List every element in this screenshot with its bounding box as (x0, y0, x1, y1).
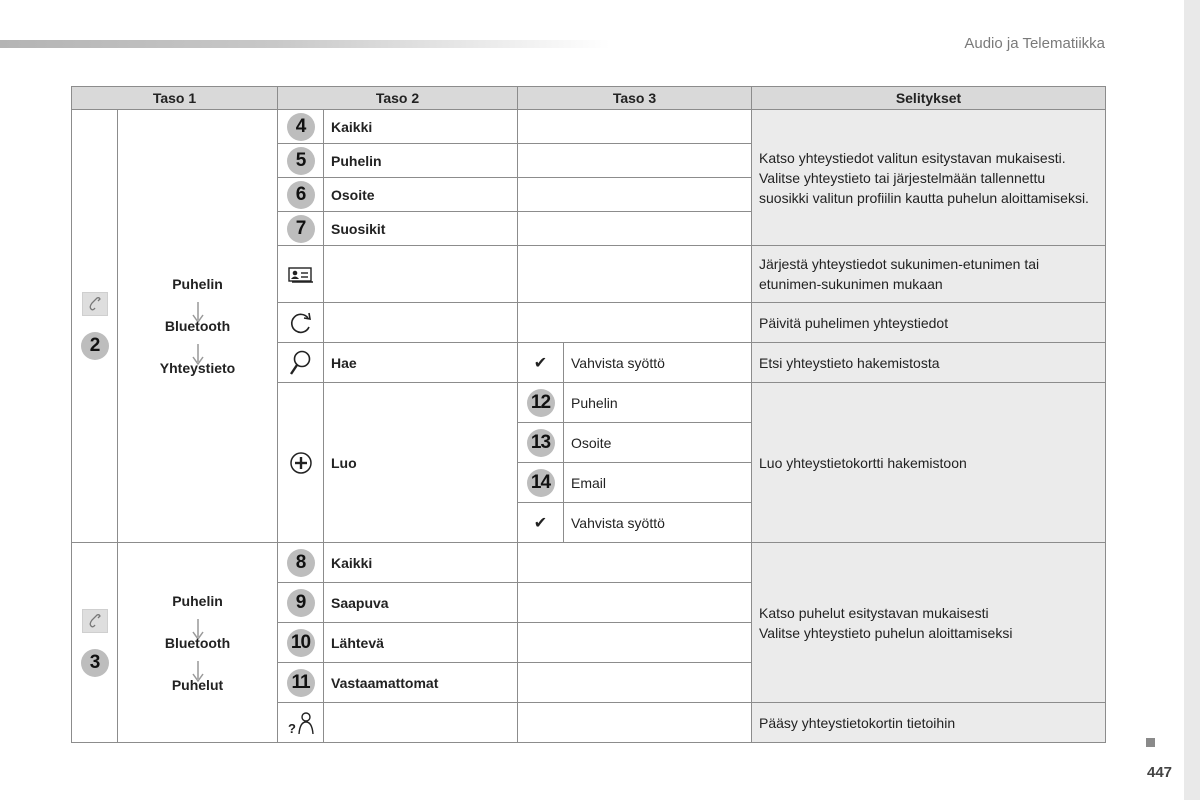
page-marker (1146, 738, 1155, 747)
plus-circle-icon (289, 451, 313, 475)
level2-puhelin: Puhelin (324, 144, 518, 178)
sort-description: Järjestä yhteystiedot sukunimen-etunimen tai etunimen-sukunimen mukaan (752, 246, 1106, 303)
level2-vastaamattomat: Vastaamattomat (324, 663, 518, 703)
search-description: Etsi yhteystieto hakemistosta (752, 343, 1106, 383)
create-description: Luo yhteystietokortti hakemistoon (752, 383, 1106, 543)
path-bluetooth: Bluetooth (164, 634, 231, 651)
empty-level2 (324, 703, 518, 743)
num-cell (518, 503, 564, 543)
refresh-description: Päivitä puhelimen yhteystiedot (752, 303, 1106, 343)
num-cell (278, 246, 324, 303)
phone-handset-icon (82, 292, 108, 316)
badge-9: 9 (287, 589, 315, 617)
header-taso-1: Taso 1 (72, 87, 278, 110)
contact-info-icon (287, 710, 315, 736)
page-number: 447 (1147, 764, 1173, 781)
num-cell (518, 343, 564, 383)
level3-email: Email (564, 463, 752, 503)
empty-level3 (518, 543, 752, 583)
level2-suosikit: Suosikit (324, 212, 518, 246)
empty-level3 (518, 246, 752, 303)
num-cell (278, 703, 324, 743)
group1-description: Katso yhteystiedot valitun esitystavan mukaisesti. Valitse yhteystieto tai järjestelmään tallennettu suosikki valitun profiilin kautta puhelun aloittamiseksi. (752, 110, 1106, 246)
svg-text:?: ? (287, 720, 296, 736)
level2-saapuva: Saapuva (324, 583, 518, 623)
path-bluetooth: Bluetooth (164, 318, 231, 334)
path-yhteystieto: Yhteystieto (159, 360, 236, 376)
num-cell (278, 623, 324, 663)
checkmark-icon: ✔ (533, 514, 548, 532)
header-gradient-bar (0, 40, 610, 48)
empty-level3 (518, 583, 752, 623)
group2-path (118, 543, 278, 743)
header-taso-3: Taso 3 (518, 87, 752, 110)
group1-path (118, 110, 278, 543)
num-cell (278, 583, 324, 623)
page-edge-strip (1184, 0, 1200, 800)
level2-kaikki: Kaikki (324, 543, 518, 583)
badge-13: 13 (527, 429, 555, 457)
badge-14: 14 (527, 469, 555, 497)
empty-level3 (518, 623, 752, 663)
num-cell (278, 212, 324, 246)
contact-card-icon (288, 267, 314, 283)
badge-7: 7 (287, 215, 315, 243)
empty-level3 (518, 703, 752, 743)
path-puhelut: Puhelut (171, 676, 224, 693)
num-cell (278, 110, 324, 144)
level2-lahteva: Lähtevä (324, 623, 518, 663)
num-cell (518, 383, 564, 423)
level3-osoite: Osoite (564, 423, 752, 463)
num-cell (278, 663, 324, 703)
empty-level2 (324, 246, 518, 303)
badge-11: 11 (287, 669, 315, 697)
empty-level3 (518, 110, 752, 144)
empty-level3 (518, 144, 752, 178)
badge-8: 8 (287, 549, 315, 577)
empty-level3 (518, 663, 752, 703)
table-header-row (72, 87, 1106, 110)
empty-level3 (518, 178, 752, 212)
badge-2: 2 (81, 332, 109, 360)
access-description: Pääsy yhteystietokortin tietoihin (752, 703, 1106, 743)
level3-puhelin: Puhelin (564, 383, 752, 423)
group2-description: Katso puhelut esitystavan mukaisesti Valitse yhteystieto puhelun aloittamiseksi (752, 543, 1106, 703)
num-cell (278, 343, 324, 383)
badge-5: 5 (287, 147, 315, 175)
refresh-icon (288, 310, 314, 336)
checkmark-icon: ✔ (533, 354, 548, 372)
group1-level1-icons (72, 110, 118, 543)
table-row (72, 110, 1106, 144)
num-cell (278, 383, 324, 543)
phone-handset-icon (82, 609, 108, 633)
header-selitykset: Selitykset (752, 87, 1106, 110)
table-row (72, 543, 1106, 583)
path-puhelin: Puhelin (172, 592, 223, 609)
level3-vahvista: Vahvista syöttö (564, 343, 752, 383)
badge-4: 4 (287, 113, 315, 141)
num-cell (278, 543, 324, 583)
section-title: Audio ja Telematiikka (964, 35, 1105, 52)
menu-table (71, 86, 1106, 743)
path-puhelin: Puhelin (172, 276, 223, 292)
badge-6: 6 (287, 181, 315, 209)
level2-osoite: Osoite (324, 178, 518, 212)
empty-level2 (324, 303, 518, 343)
num-cell (518, 423, 564, 463)
num-cell (278, 178, 324, 212)
empty-level3 (518, 303, 752, 343)
empty-level3 (518, 212, 752, 246)
level2-luo: Luo (324, 383, 518, 543)
level3-vahvista: Vahvista syöttö (564, 503, 752, 543)
level2-kaikki: Kaikki (324, 110, 518, 144)
header-taso-2: Taso 2 (278, 87, 518, 110)
badge-12: 12 (527, 389, 555, 417)
level2-hae: Hae (324, 343, 518, 383)
num-cell (518, 463, 564, 503)
num-cell (278, 303, 324, 343)
magnifier-icon (288, 349, 314, 377)
badge-10: 10 (287, 629, 315, 657)
badge-3: 3 (81, 649, 109, 677)
num-cell (278, 144, 324, 178)
group2-level1-icons (72, 543, 118, 743)
